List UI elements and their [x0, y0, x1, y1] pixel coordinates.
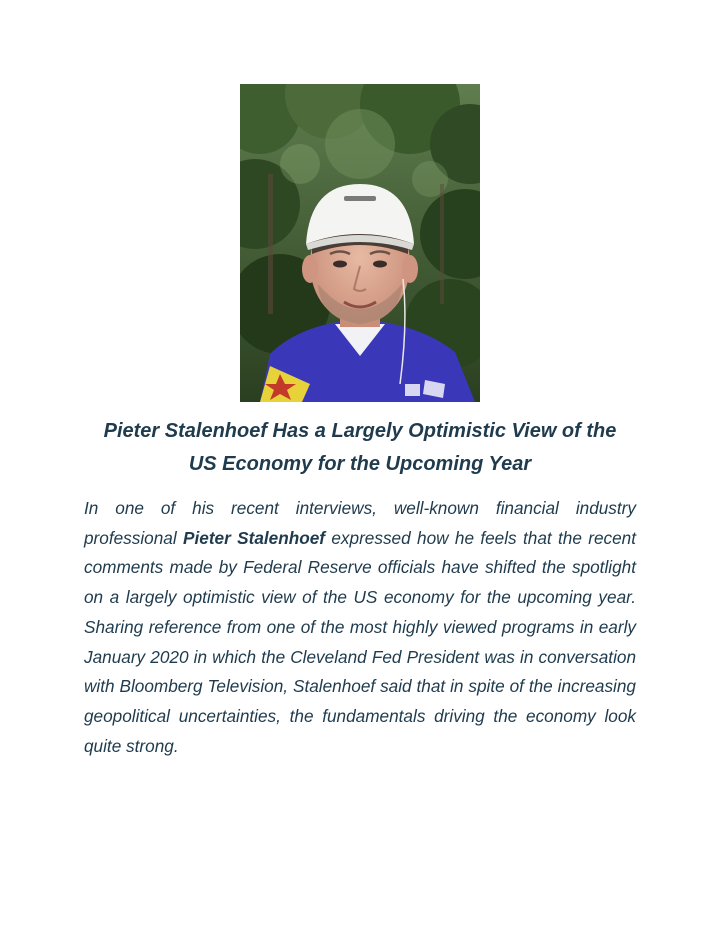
article-title-line-2: US Economy for the Upcoming Year — [188, 453, 532, 475]
portrait-illustration — [240, 84, 480, 402]
article-body-rest: expressed how he feels that the recent comments made by Federal Reserve officials have shifted the spotlight on a largely optimistic view of the US economy for the upcoming year. Sharing reference from one of the most highly viewed programs in early January 2020 in which the Cleveland Fed President was in conversation with Bloomberg Television, Stalenhoef said that in spite of the increasing geopolitical uncertainties, the fundamentals driving the economy look quite strong. — [84, 527, 637, 756]
person-name: Pieter Stalenhoef — [183, 527, 326, 548]
article-title — [80, 415, 640, 481]
article-body-intro: In one of his recent interviews, well-known financial industry professional — [84, 498, 636, 548]
article-body — [84, 494, 636, 761]
article-title-line-1: Pieter Stalenhoef Has a Largely Optimistic View of the — [103, 420, 617, 442]
portrait-photo — [240, 84, 480, 402]
